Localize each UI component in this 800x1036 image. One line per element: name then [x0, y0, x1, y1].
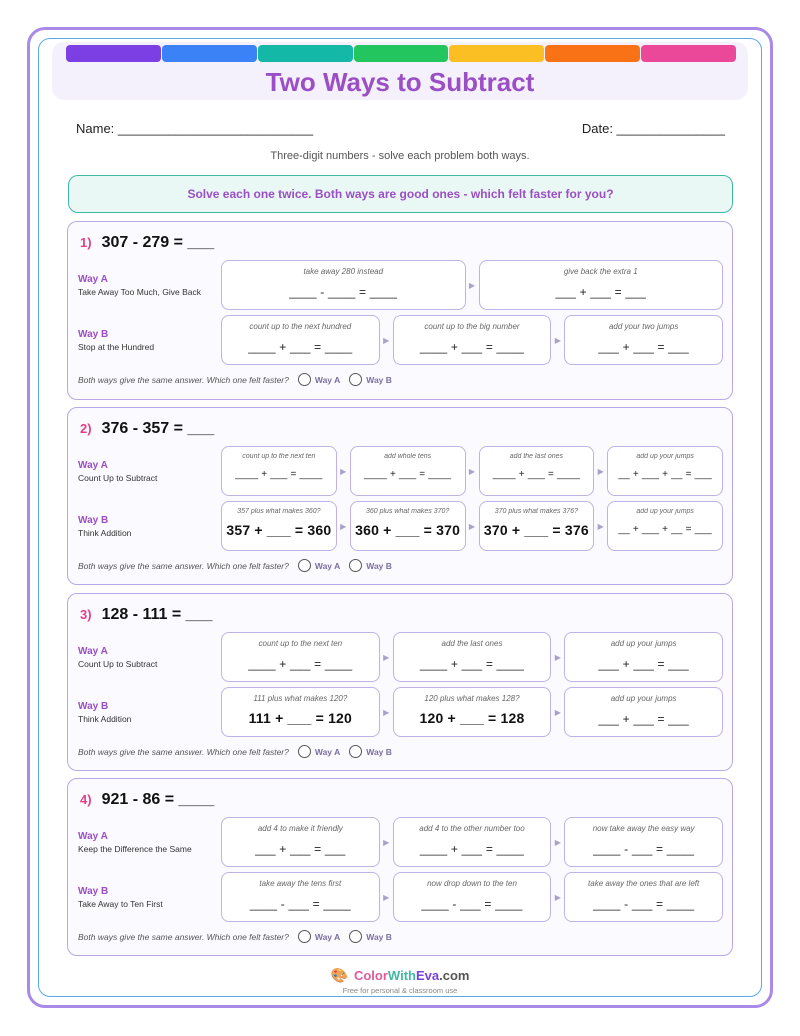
way-name: Way B: [78, 886, 109, 897]
step-hint: count up to the next hundred: [249, 322, 352, 331]
step-hint: count up to the next ten: [258, 639, 343, 648]
step-equation[interactable]: ____ + ___ = ____: [248, 657, 353, 671]
step-hint: count up to the big number: [424, 322, 520, 331]
steps-row: [221, 817, 723, 867]
problem-expression[interactable]: 307 - 279 = ___: [101, 234, 215, 251]
step-box[interactable]: [221, 315, 380, 365]
step-equation[interactable]: ____ - ____ = ____: [289, 285, 398, 299]
problem-card: [67, 593, 733, 771]
step-hint: 360 plus what makes 370?: [365, 508, 450, 515]
problem-card: [67, 407, 733, 585]
step-equation[interactable]: ___ + ___ = ___: [598, 340, 689, 354]
way-strategy: Think Addition: [78, 714, 132, 724]
tip-banner: [68, 175, 733, 213]
brand-name: ColorWithEva.com: [353, 968, 470, 983]
step-box[interactable]: [221, 501, 337, 551]
way-label: [78, 831, 218, 854]
way-b-radio[interactable]: [349, 373, 362, 386]
tip-text: Solve each one twice. Both ways are good ones - which felt faster for you?: [187, 187, 614, 201]
step-box[interactable]: [564, 817, 723, 867]
way-a-radio-label[interactable]: Way A: [314, 374, 341, 385]
step-box[interactable]: [221, 817, 380, 867]
step-equation[interactable]: ____ + ___ = ____: [419, 340, 525, 354]
step-equation[interactable]: ____ + ___ = ____: [492, 469, 581, 480]
way-a-radio[interactable]: [298, 373, 311, 386]
step-hint: 111 plus what makes 120?: [253, 694, 348, 703]
arrow-right-icon: ▶: [554, 335, 561, 345]
step-equation[interactable]: 120 + ___ = 128: [419, 710, 525, 726]
step-hint: now drop down to the ten: [427, 879, 517, 888]
way-label: [78, 886, 218, 909]
step-equation[interactable]: ___ + ___ = ___: [255, 842, 346, 856]
steps-row: [221, 872, 723, 922]
step-box[interactable]: [221, 872, 380, 922]
way-a-radio-label[interactable]: Way A: [314, 746, 341, 757]
color-bar-segment: [449, 45, 544, 62]
step-equation[interactable]: __ + ___ + __ = ___: [618, 524, 712, 535]
step-box[interactable]: [350, 446, 466, 496]
way-strategy: Stop at the Hundred: [78, 342, 155, 352]
problem-expression[interactable]: 921 - 86 = ____: [101, 791, 215, 808]
way-label: [78, 274, 218, 297]
palette-icon: 🎨: [330, 967, 348, 983]
way-name: Way A: [78, 831, 108, 842]
steps-row: [221, 687, 723, 737]
way-strategy: Count Up to Subtract: [78, 659, 158, 669]
faster-way-question: [78, 930, 392, 943]
step-equation[interactable]: ___ + ___ = ___: [555, 285, 646, 299]
step-box[interactable]: [393, 632, 552, 682]
way-a-radio[interactable]: [298, 559, 311, 572]
step-equation[interactable]: 360 + ___ = 370: [355, 522, 461, 538]
faster-way-question: [78, 745, 392, 758]
step-hint: add 4 to make it friendly: [257, 824, 343, 833]
step-equation[interactable]: __ + ___ + __ = ___: [618, 469, 712, 480]
step-hint: add whole tens: [384, 453, 432, 460]
way-name: Way B: [78, 329, 109, 340]
question-text: Both ways give the same answer. Which one felt faster?: [78, 374, 289, 385]
way-name: Way A: [78, 274, 108, 285]
problem-card: [67, 221, 733, 400]
step-box[interactable]: [564, 315, 723, 365]
step-hint: add up your jumps: [636, 453, 694, 460]
step-box[interactable]: [393, 872, 552, 922]
arrow-right-icon: ▶: [597, 466, 604, 476]
way-label: [78, 329, 218, 352]
arrow-right-icon: ▶: [468, 521, 476, 531]
step-hint: add up your jumps: [636, 508, 694, 515]
color-bar-segment: [258, 45, 353, 62]
step-equation[interactable]: 370 + ___ = 376: [483, 522, 589, 538]
arrow-right-icon: ▶: [340, 466, 347, 476]
step-hint: count up to the next ten: [242, 453, 316, 460]
name-field[interactable]: Name: ___________________________: [76, 121, 314, 136]
step-equation[interactable]: ____ + ___ = ____: [419, 657, 525, 671]
way-a-row: [78, 446, 723, 496]
way-strategy: Think Addition: [78, 528, 132, 538]
arrow-right-icon: ▶: [383, 652, 390, 662]
date-field[interactable]: Date: _______________: [581, 121, 725, 136]
arrow-right-icon: ▶: [554, 892, 561, 902]
way-strategy: Count Up to Subtract: [78, 473, 158, 483]
problem-header: [80, 606, 212, 624]
rainbow-color-bar: [66, 45, 736, 62]
step-box[interactable]: [564, 872, 723, 922]
step-hint: take away 280 instead: [303, 267, 384, 276]
step-box[interactable]: [393, 687, 552, 737]
way-name: Way A: [78, 646, 108, 657]
step-equation[interactable]: ____ - ___ = ____: [421, 897, 523, 911]
step-box[interactable]: [479, 446, 595, 496]
problem-number: 1): [80, 235, 92, 250]
step-box[interactable]: [221, 687, 380, 737]
step-box[interactable]: [221, 260, 466, 310]
way-strategy: Take Away to Ten First: [78, 899, 163, 909]
way-name: Way B: [78, 701, 109, 712]
way-strategy: Keep the Difference the Same: [78, 844, 192, 854]
way-a-radio[interactable]: [298, 745, 311, 758]
way-b-radio[interactable]: [349, 745, 362, 758]
step-equation[interactable]: ___ + ___ = ___: [598, 657, 689, 671]
step-hint: 357 plus what makes 360?: [237, 508, 321, 515]
faster-way-question: [78, 559, 392, 572]
way-b-radio-label[interactable]: Way B: [366, 746, 392, 757]
way-a-radio-label[interactable]: Way A: [314, 931, 341, 942]
faster-way-question: [78, 373, 392, 386]
way-b-radio-label[interactable]: Way B: [366, 374, 392, 385]
way-a-row: [78, 260, 723, 310]
problem-expression[interactable]: 128 - 111 = ___: [101, 606, 213, 623]
step-hint: add your two jumps: [608, 322, 679, 331]
way-a-row: [78, 632, 723, 682]
arrow-right-icon: ▶: [383, 837, 390, 847]
step-hint: add the last ones: [509, 453, 564, 460]
problem-number: 2): [80, 421, 92, 436]
way-b-radio-label[interactable]: Way B: [366, 560, 392, 571]
color-bar-segment: [354, 45, 449, 62]
problem-header: [80, 791, 214, 809]
question-text: Both ways give the same answer. Which one felt faster?: [78, 931, 289, 942]
way-b-row: [78, 872, 723, 922]
steps-row: [221, 260, 723, 310]
step-box[interactable]: [393, 817, 552, 867]
steps-row: [221, 501, 723, 551]
way-b-radio-label[interactable]: Way B: [366, 931, 392, 942]
color-bar-segment: [66, 45, 161, 62]
way-a-radio-label[interactable]: Way A: [314, 560, 341, 571]
step-box[interactable]: [564, 632, 723, 682]
step-hint: add up your jumps: [610, 639, 677, 648]
question-text: Both ways give the same answer. Which one felt faster?: [78, 746, 289, 757]
question-text: Both ways give the same answer. Which one felt faster?: [78, 560, 289, 571]
step-hint: take away the ones that are left: [588, 879, 700, 888]
step-equation[interactable]: ____ + ___ = ____: [419, 842, 525, 856]
step-equation[interactable]: ____ - ___ = ____: [249, 897, 351, 911]
problem-number: 4): [80, 792, 92, 807]
problem-header: [80, 234, 214, 252]
step-equation[interactable]: 111 + ___ = 120: [248, 710, 353, 726]
arrow-right-icon: ▶: [383, 335, 390, 345]
step-box[interactable]: [393, 315, 552, 365]
steps-row: [221, 632, 723, 682]
problem-card: [67, 778, 733, 956]
step-box[interactable]: [479, 501, 595, 551]
step-hint: add the last ones: [441, 639, 503, 648]
way-name: Way A: [78, 460, 108, 471]
color-bar-segment: [545, 45, 640, 62]
brand-tagline: Free for personal & classroom use: [342, 986, 458, 995]
step-equation[interactable]: ____ + ___ = ____: [363, 469, 452, 480]
way-b-row: [78, 687, 723, 737]
step-equation[interactable]: ____ + ___ = ____: [235, 469, 323, 480]
way-strategy: Take Away Too Much, Give Back: [78, 287, 201, 297]
problem-expression[interactable]: 376 - 357 = ___: [101, 420, 215, 437]
step-hint: add up your jumps: [610, 694, 677, 703]
steps-row: [221, 315, 723, 365]
way-name: Way B: [78, 515, 109, 526]
way-label: [78, 646, 218, 669]
color-bar-segment: [162, 45, 257, 62]
step-box[interactable]: [221, 446, 337, 496]
way-b-radio[interactable]: [349, 559, 362, 572]
way-b-row: [78, 501, 723, 551]
brand-footer: [0, 967, 800, 995]
way-label: [78, 515, 218, 538]
arrow-right-icon: ▶: [554, 707, 561, 717]
way-a-row: [78, 817, 723, 867]
way-b-row: [78, 315, 723, 365]
step-hint: 120 plus what makes 128?: [424, 694, 520, 703]
step-box[interactable]: [479, 260, 724, 310]
arrow-right-icon: ▶: [340, 521, 347, 531]
problem-number: 3): [80, 607, 92, 622]
arrow-right-icon: ▶: [554, 652, 561, 662]
step-equation[interactable]: ____ - ___ = ____: [593, 897, 695, 911]
step-box[interactable]: [221, 632, 380, 682]
step-hint: take away the tens first: [259, 879, 342, 888]
step-box[interactable]: [564, 687, 723, 737]
step-equation[interactable]: ____ - ___ = ____: [593, 842, 695, 856]
steps-row: [221, 446, 723, 496]
step-hint: add 4 to the other number too: [419, 824, 525, 833]
step-hint: 370 plus what makes 376?: [494, 508, 579, 515]
step-equation[interactable]: 357 + ___ = 360: [226, 522, 332, 538]
arrow-right-icon: ▶: [468, 280, 476, 290]
worksheet-title: Two Ways to Subtract: [265, 67, 535, 97]
arrow-right-icon: ▶: [468, 466, 476, 476]
arrow-right-icon: ▶: [383, 707, 390, 717]
problem-header: [80, 420, 214, 438]
instructions-subtitle: Three-digit numbers - solve each problem both ways.: [270, 150, 530, 162]
step-equation[interactable]: ____ + ___ = ____: [248, 340, 353, 354]
step-box[interactable]: [607, 446, 723, 496]
step-box[interactable]: [607, 501, 723, 551]
way-a-radio[interactable]: [298, 930, 311, 943]
color-bar-segment: [641, 45, 736, 62]
step-hint: now take away the easy way: [592, 824, 695, 833]
step-equation[interactable]: ___ + ___ = ___: [598, 712, 689, 726]
step-box[interactable]: [350, 501, 466, 551]
arrow-right-icon: ▶: [554, 837, 561, 847]
way-b-radio[interactable]: [349, 930, 362, 943]
step-hint: give back the extra 1: [563, 267, 638, 276]
way-label: [78, 701, 218, 724]
arrow-right-icon: ▶: [383, 892, 390, 902]
arrow-right-icon: ▶: [597, 521, 604, 531]
way-label: [78, 460, 218, 483]
